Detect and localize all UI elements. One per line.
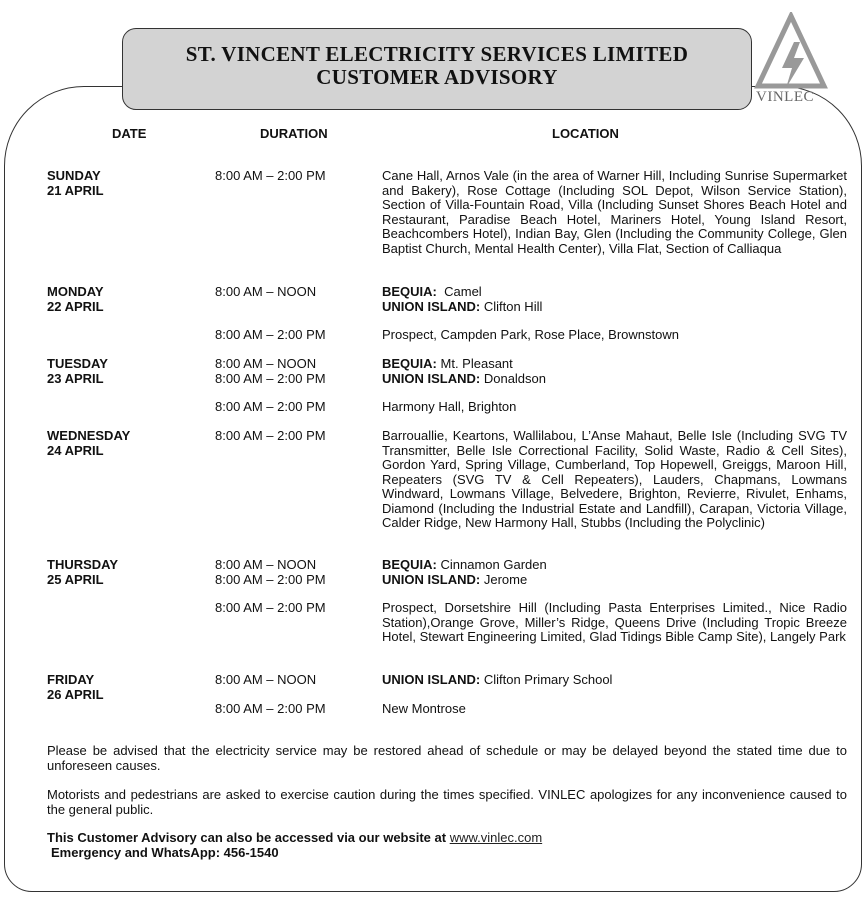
duration: 8:00 AM – 2:00 PM	[215, 168, 326, 183]
location-text: Cinnamon Garden	[440, 557, 547, 572]
location-text: Camel	[444, 284, 482, 299]
island-label: BEQUIA:	[382, 356, 437, 371]
day-wednesday	[47, 429, 130, 458]
location-text: Mt. Pleasant	[440, 356, 513, 371]
day-thursday	[47, 558, 118, 587]
island-label: BEQUIA:	[382, 557, 437, 572]
location-text: Donaldson	[483, 370, 546, 386]
location-text: Harmony Hall, Brighton	[382, 399, 517, 414]
day-sunday	[47, 169, 104, 198]
duration-group	[215, 558, 326, 587]
location-text: Jerome	[483, 571, 528, 587]
column-header-duration: DURATION	[260, 126, 328, 141]
island-label: UNION ISLAND:	[382, 571, 481, 587]
website-prefix: This Customer Advisory can also be accessed via our website at	[47, 830, 447, 845]
day-friday	[47, 673, 104, 702]
day-monday	[47, 285, 104, 314]
location-text: Clifton Hill	[483, 298, 543, 314]
day-name: SUNDAY	[47, 168, 101, 183]
logo-text: VINLEC	[756, 89, 814, 105]
emergency-contact: Emergency and WhatsApp: 456-1540	[51, 845, 279, 860]
day-date: 23 APRIL	[47, 370, 104, 386]
duration: 8:00 AM – 2:00 PM	[215, 327, 326, 342]
notice-paragraph-1: Please be advised that the electricity service may be restored ahead of schedule or may be delayed beyond the stated time due to unforeseen causes.	[47, 743, 847, 773]
column-header-location: LOCATION	[552, 126, 619, 141]
day-name: MONDAY	[47, 284, 104, 299]
notice-paragraph-2: Motorists and pedestrians are asked to exercise caution during the times specified. VINLEC apologizes for any inconvenience caused to the general public.	[47, 787, 847, 817]
day-date: 26 APRIL	[47, 686, 104, 702]
duration: 8:00 AM – 2:00 PM	[215, 701, 326, 716]
location-text: Prospect, Dorsetshire Hill (Including Pasta Enterprises Limited., Nice Radio Station),Orange Grove, Miller’s Ridge, Queens Drive (Including Tropic Breeze Hotel, Stewart Engineering Limited, Glad Tidings Bible Camp Site), Langely Park	[382, 600, 847, 644]
island-label: UNION ISLAND:	[382, 672, 481, 687]
day-date: 21 APRIL	[47, 182, 104, 198]
location-text: Prospect, Campden Park, Rose Place, Brownstown	[382, 327, 679, 342]
duration: 8:00 AM – NOON	[215, 284, 317, 299]
day-name: THURSDAY	[47, 557, 119, 572]
day-name: TUESDAY	[47, 356, 108, 371]
island-label: BEQUIA:	[382, 284, 437, 299]
location-text: New Montrose	[382, 701, 466, 716]
duration: 8:00 AM – 2:00 PM	[215, 428, 326, 443]
duration: 8:00 AM – 2:00 PM	[215, 370, 326, 386]
day-tuesday	[47, 357, 108, 386]
duration: 8:00 AM – NOON	[215, 356, 317, 371]
location-entry	[382, 357, 847, 386]
duration: 8:00 AM – 2:00 PM	[215, 600, 326, 615]
location-entry	[382, 558, 847, 587]
website-line	[47, 831, 847, 846]
title-line-1: ST. VINCENT ELECTRICITY SERVICES LIMITED	[185, 42, 689, 66]
location-text: Cane Hall, Arnos Vale (in the area of Warner Hill, Including Sunrise Supermarket and Bakery), Rose Cottage (Including SOL Depot, Wilson Service Station), Section of Villa-Fountain Road, Villa (Including Sunset Shores Beach Hotel and Restaurant, Paradise Beach Hotel, Mariners Hotel, Young Island Resort, Beachcombers Hotel), Indian Bay, Glen (Including the Community College, Glen Baptist Church, Mental Health Center), Villa Flat, Section of Calliaqua	[382, 168, 847, 256]
duration: 8:00 AM – NOON	[215, 672, 317, 687]
day-name: FRIDAY	[47, 672, 95, 687]
location-entry	[382, 673, 847, 688]
duration: 8:00 AM – 2:00 PM	[215, 571, 326, 587]
location-text: Barrouallie, Keartons, Wallilabou, L’Anse Mahaut, Belle Isle (Including SVG TV Transmitter, Belle Isle Correctional Facility, Solid Waste, Radio & Cell Sites), Gordon Yard, Spring Village, Cumberland, Top Hopewell, Greiggs, Maroon Hill, Repeaters (SVG TV & Cell Repeaters), Lauders, Chapmans, Lowmans Windward, Lowmans Village, Belvedere, Brighton, Revierre, Rivulet, Enhams, Diamond (Including the Industrial Estate and Landfill), Carapan, Victoria Village, Calder Ridge, New Harmony Hall, Stubbs (Including the Polyclinic)	[382, 428, 847, 530]
day-date: 25 APRIL	[47, 571, 104, 587]
duration-group	[215, 357, 326, 386]
island-label: UNION ISLAND:	[382, 298, 481, 314]
location-text: Clifton Primary School	[483, 672, 613, 687]
location-entry	[382, 285, 847, 314]
island-label: UNION ISLAND:	[382, 370, 481, 386]
day-date: 24 APRIL	[47, 442, 104, 458]
title-line-2: CUSTOMER ADVISORY	[316, 65, 558, 89]
day-name: WEDNESDAY	[47, 428, 131, 443]
duration: 8:00 AM – NOON	[215, 557, 317, 572]
duration: 8:00 AM – 2:00 PM	[215, 399, 326, 414]
title-banner	[122, 28, 752, 110]
website-link[interactable]: www.vinlec.com	[449, 830, 543, 845]
column-header-date: DATE	[112, 126, 147, 141]
day-date: 22 APRIL	[47, 298, 104, 314]
